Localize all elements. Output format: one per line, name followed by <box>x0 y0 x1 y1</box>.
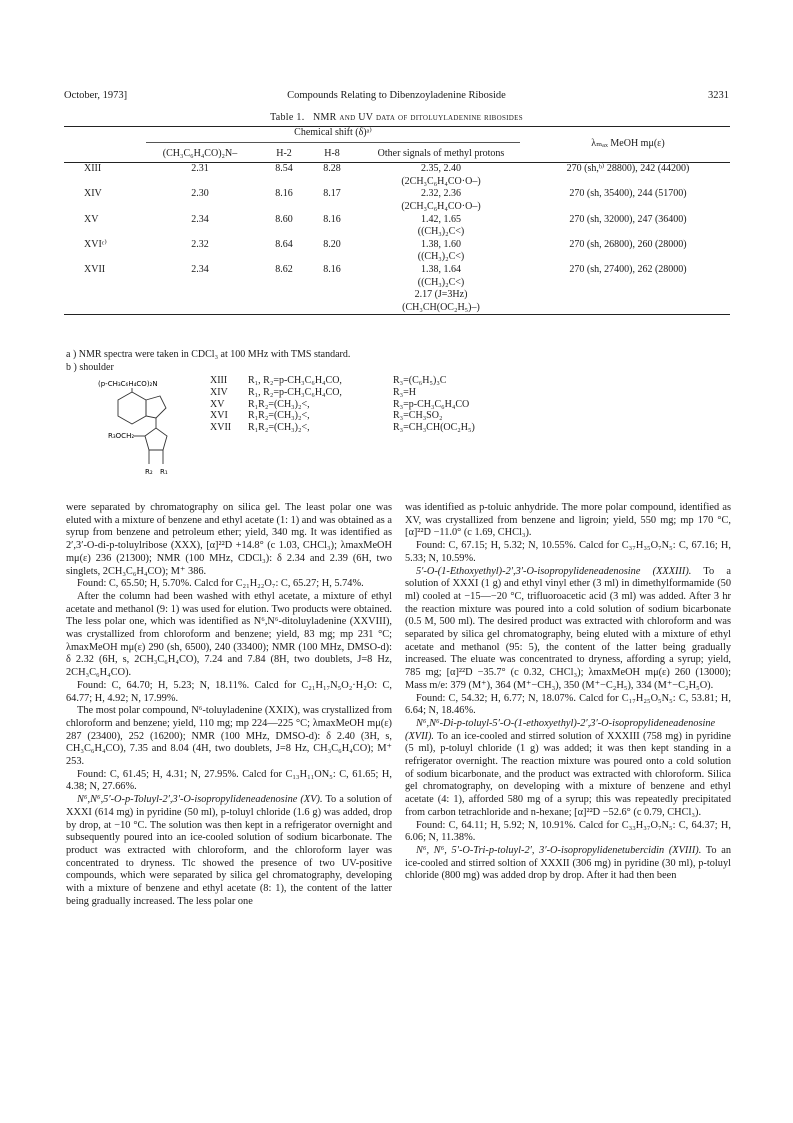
table-row <box>64 214 730 239</box>
row-toluyl: 2.34 <box>191 263 209 275</box>
row-h2: 8.54 <box>275 163 293 175</box>
paragraph: 5′-O-(1-Ethoxyethyl)-2′,3′-O-isopropylideneadenosine (XXXIII). To a solution of XXXI (1 g) and ethyl vinyl ether (3 ml) in dimethylformamide (50 ml) cooled at −15—−20 °C, trifluoroacetic acid (3 ml) was added. After 3 hr the reaction mixture was poured into a cold solution of sodium bicarbonate (0.5 M, 500 ml). The desired product was extracted with chloroform and was separated by silica gel chromatography, being eluted with a mixture of ethyl acetate and methanol (95: 5), the content of the latter being gradually increased. The eluate was concentrated to dryness, affording a syrup; yield, 785 mg; [α]²²D −35.7° (c 0.32, CHCl₃); λmaxMeOH mμ(ε) 260 (13000); Mass m/e: 379 (M⁺), 364 (M⁺−CH₃), 350 (M⁺−C₂H₅), 334 (M⁺−C₂H₅O). <box>405 565 731 691</box>
section-heading: N⁶,N⁶-Di-p-toluyl-5′-O-(1-ethoxyethyl)-2′,3′-O-isopropylideneadenosine (XVII). <box>405 717 716 742</box>
section-heading: N⁶, N⁶, 5′-O-Tri-p-toluyl-2′, 3′-O-isopropylidenetubercidin (XVIII). <box>416 844 702 856</box>
table-row <box>64 264 730 315</box>
chemical-structure <box>90 374 210 486</box>
row-compound: XV <box>84 213 99 225</box>
table-label: Table 1. <box>270 112 305 123</box>
structure-r1-label: R₁ <box>160 468 168 476</box>
running-header <box>64 90 729 106</box>
row-compound: XIII <box>84 163 102 175</box>
section-heading: N⁶,N⁶,5′-O-p-Toluyl-2′,3′-O-isopropylideneadenosine (XV). <box>77 794 323 806</box>
paragraph: After the column had been washed with ethyl acetate, a mixture of ethyl acetate and methanol (9: 1) was used for elution. Two products were obtained. The less polar one, which was identified as N⁶,N⁶-ditoluyladenine (XXVIII), was crystallized from chloroform and benzene; yield, 83 mg; mp 231 °C; λmaxMeOH mμ(ε) 290 (sh, 6500), 240 (33400); NMR (100 MHz, DMSO-d): δ 2.32 (6H, s, 2CH₃C₆H₄CO), 7.24 and 7.84 (8H, two doublets, J=8 Hz, 2CH₃C₆H₄CO). <box>66 590 392 679</box>
row-compound: XVIᶜ⁾ <box>84 238 107 250</box>
table-row <box>64 188 730 213</box>
row-h2: 8.64 <box>275 238 293 250</box>
paragraph: The most polar compound, N⁶-toluyladenine (XXIX), was crystallized from chloroform and benzene; yield, 110 mg; mp 224—225 °C; λmaxMeOH mμ(ε) 287 (23400), 252 (16200); NMR (100 MHz, DMSO-d): δ 2.40 (3H, s, CH₃C₆H₄CO), 7.35 and 8.04 (4H, two doublets, J=8 Hz, CH₃C₆H₄CO); M⁺ 253. <box>66 705 392 768</box>
row-toluyl: 2.34 <box>191 213 209 225</box>
row-h8: 8.20 <box>323 238 341 250</box>
row-h2: 8.16 <box>275 188 293 200</box>
row-uv: 270 (sh,ᵇ⁾ 28800), 242 (44200) <box>566 163 690 175</box>
table-footnotes <box>66 349 350 374</box>
col-header-toluyl: (CH₃C₆H₄CO)₂N– <box>162 147 238 159</box>
row-h8: 8.28 <box>323 163 341 175</box>
structure-r2-label: R₂ <box>145 468 153 476</box>
col-header-other: Other signals of methyl protons <box>377 147 505 159</box>
chemical-shift-header: Chemical shift (δ)ᵃ⁾ <box>140 127 526 144</box>
journal-page: October, 1973] Compounds Relating to Dibenzoyladenine Riboside 3231 Table 1. NMR and UV data of ditoluyladenine ribosides Chemical shift (δ)ᵃ⁾ λₘₐₓ MeOH mμ(ε) (CH₃C₆H₄CO)₂N– H-2 H-8 Other signals of methyl protons XIII 2.31 8.54 8.28 2.35, 2.40 (2CH₃C₆H₄CO·O–) 270 (sh,ᵇ⁾ 28800), 242 (44200) XIV 2.30 8.16 8.17 2.32, 2.36 (2CH₃C₆H₄CO·O–) 270 (sh, 35400), 244 (51700) XV 2.34 8.60 8.16 1.42, 1.65 ((CH₃)₂C<) 270 (sh, 32000), 247 (36400) XVIᶜ⁾ 2.32 8.64 8.20 1.38, 1.60 ((CH₃)₂C<) 270 (sh, 26800), 260 (28000) XVII 2.34 8.62 8.16 1.38, 1.64 ((CH₃)₂C<) 2.17 (J=3Hz) (CH₃CH(OC₂H₅)–) 270 (sh, 27400), 262 (28000) a ) NMR spectra were taken in CDCl₃ at 100 MHz with TMS standard. b ) shoulder (p-CH₃C₆H₄CO)₂N R₃OCH₂ R₂ R₁ XIII R₁, R₂=p-CH₃C₆H₄CO, R₃=(C₆H₅)₃C XIV R₁, R₂=p-CH₃C₆H₄CO, R₃=H XV R₁R₂=(CH₃)₂<, R₃=p-CH₃C₆H₄CO XVI R₁R₂=(CH₃)₂<, R₃=CH₃SO₂ XVII R₁R₂=(CH₃)₂<, R₃=CH₃CH(OC₂H₅) were separated by chromatography on silica gel. The least polar one was eluted with a mixture of benzene and ethyl acetate (1: 1) and was obtained as a syrup from benzene and petroleum ether; yield, 340 mg. It was identified as 2′,3′-O-di-p-toluylribose (XXX), [α]²²D +14.8° (c 1.03, CHCl₃); λmaxMeOH mμ(ε) 236 (21300); NMR (100 MHz, CDCl₃): δ 2.34 and 2.39 (6H, two singlets, 2CH₃C₆H₄CO); M⁺ 386. Found: C, 65.50; H, 5.70%. Calcd for C₂₁H₂₂O₇: C, 65.27; H, 5.74%. After the column had been washed with ethyl acetate, a mixture of ethyl acetate and methanol (9: 1) was used for elution. Two products were obtained. The less polar one, which was identified as N⁶,N⁶-ditoluyladenine (XXVIII), was crystallized from chloroform and benzene; yield, 83 mg; mp 231 °C; λmaxMeOH mμ(ε) 290 (sh, 6500), 240 (33400); NMR (100 MHz, DMSO-d): δ 2.32 (6H, s, 2CH₃C₆H₄CO), 7.24 and 7.84 (8H, two doublets, J=8 Hz, 2CH₃C₆H₄CO). Found: C, 64.70; H, 5.23; N, 18.11%. Calcd for C₂₁H₁₇N₅O₂·H₂O: C, 64.77; H, 4.92; N, 17.99%. The most polar compound, N⁶-toluyladenine (XXIX), was crystallized from chloroform and benzene; yield, 110 mg; mp 224—225 °C; λmaxMeOH mμ(ε) 287 (23400), 252 (16200); NMR (100 MHz, DMSO-d): δ 2.40 (3H, s, CH₃C₆H₄CO), 7.35 and 8.04 (4H, two doublets, J=8 Hz, CH₃C₆H₄CO); M⁺ 253. Found: C, 61.45; H, 4.31; N, 27.95%. Calcd for C₁₃H₁₁ON₅: C, 61.65; H, 4.38; N, 27.66%. N⁶,N⁶,5′-O-p-Toluyl-2′,3′-O-isopropylideneadenosine (XV). To a solution of XXXI (614 mg) in pyridine (50 ml), p-toluyl chloride (1.6 g) was added, drop by drop, at −10 °C. The solution was then kept in a refrigerator overnight and subsequently poured into an ice-cooled solution of sodium bicarbonate. The product was extracted with chloroform, and the chloroform layer was concentrated to dryness. Tlc showed the presence of two UV-positive compounds, which were separated by silica gel chromatography, developing with a mixture of benzene and ethyl acetate (8: 1), the content of the latter being gradually increased. The less polar one was identified as p-toluic anhydride. The more polar compound, identified as XV, was crystallized from benzene and ligroin; yield, 550 mg; mp 170 °C, [α]²²D −11.0° (c 1.69, CHCl₃). Found: C, 67.15; H, 5.32; N, 10.55%. Calcd for C₃₇H₃₅O₇N₅: C, 67.16; H, 5.33; N, 10.59%. 5′-O-(1-Ethoxyethyl)-2′,3′-O-isopropylideneadenosine (XXXIII). To a solution of XXXI (1 g) and ethyl vinyl ether (3 ml) in dimethylformamide (50 ml) cooled at −15—−20 °C, trifluoroacetic acid (3 ml) was added. After 3 hr the reaction mixture was poured into a cold solution of sodium bicarbonate (0.5 M, 500 ml). The desired product was extracted with chloroform and was separated by silica gel chromatography, being eluted with a mixture of ethyl acetate and methanol (95: 5), the content of the latter being gradually increased. The eluate was concentrated to dryness, affording a syrup; yield, 785 mg; [α]²²D −35.7° (c 0.32, CHCl₃); λmaxMeOH mμ(ε) 260 (13000); Mass m/e: 379 (M⁺), 364 (M⁺−CH₃), 350 (M⁺−C₂H₅), 334 (M⁺−C₂H₅O). Found: C, 54.32; H, 6.77; N, 18.07%. Calcd for C₁₇H₂₅O₅N₅: C, 53.81; H, 6.64; N, 18.46%. N⁶,N⁶-Di-p-toluyl-5′-O-(1-ethoxyethyl)-2′,3′-O-isopropylideneadenosine (XVII). To an ice-cooled and stirred solution of XXXIII (758 mg) in pyridine (5 ml), p-toluyl chloride (1 g) was added; it was then kept standing in a refrigerator overnight. The reaction mixture was poured onto a cold solution of sodium bicarbonate, and the product was extracted with chloroform. Silica gel chromatography, on developing with a mixture of benzene and ethyl acetate (4: 1), afforded 580 mg of a syrup; this was repeatedly precipitated from carbon tetrachloride and n-hexane; [α]²²D −52.6° (c 0.79, CHCl₃). Found: C, 64.11; H, 5.92; N, 10.91%. Calcd for C₃₃H₃₇O₇N₅: C, 64.37; H, 6.06; N, 11.38%. N⁶, N⁶, 5′-O-Tri-p-toluyl-2′, 3′-O-isopropylidenetubercidin (XVIII). To an ice-cooled and stirred soltion of XXXII (306 mg) in pyridine (30 ml), p-toluyl chloride (800 mg) was added drop by drop. After it had then been <box>64 90 731 907</box>
issue-date: October, 1973] <box>64 90 128 101</box>
col-header-h8: H-8 <box>324 147 340 159</box>
row-uv: 270 (sh, 32000), 247 (36400) <box>569 213 687 225</box>
row-toluyl: 2.31 <box>191 163 209 175</box>
row-h8: 8.16 <box>323 213 341 225</box>
paragraph: were separated by chromatography on silica gel. The least polar one was eluted with a mixture of benzene and ethyl acetate (1: 1) and was obtained as a syrup from benzene and petroleum ether; yield, 340 mg. It was identified as 2′,3′-O-di-p-toluylribose (XXX), [α]²²D +14.8° (c 1.03, CHCl₃); λmaxMeOH mμ(ε) 236 (21300); NMR (100 MHz, CDCl₃): δ 2.34 and 2.39 (6H, two singlets, 2CH₃C₆H₄CO); M⁺ 386. <box>66 502 392 577</box>
paragraph: Found: C, 65.50; H, 5.70%. Calcd for C₂₁H₂₂O₇: C, 65.27; H, 5.74%. <box>77 578 364 590</box>
row-other: 2.35, 2.40 (2CH₃C₆H₄CO·O–) <box>401 163 481 187</box>
paragraph: N⁶,N⁶-Di-p-toluyl-5′-O-(1-ethoxyethyl)-2′,3′-O-isopropylideneadenosine (XVII). To an ice-cooled and stirred solution of XXXIII (758 mg) in pyridine (5 ml), p-toluyl chloride (1 g) was added; it was then kept standing in a refrigerator overnight. The reaction mixture was poured onto a cold solution of sodium bicarbonate, and the product was extracted with chloroform. Silica gel chromatography, on developing with a mixture of benzene and ethyl acetate (4: 1), afforded 580 mg of a syrup; this was repeatedly precipitated from carbon tetrachloride and n-hexane; [α]²²D −52.6° (c 0.79, CHCl₃). <box>405 717 731 818</box>
paragraph: Found: C, 54.32; H, 6.77; N, 18.07%. Calcd for C₁₇H₂₅O₅N₅: C, 53.81; H, 6.64; N, 18.46%. <box>405 692 731 717</box>
row-toluyl: 2.30 <box>191 188 209 200</box>
pyrimidine-ring <box>118 392 146 424</box>
row-compound: XIV <box>84 188 102 200</box>
paragraph: Found: C, 61.45; H, 4.31; N, 27.95%. Calcd for C₁₃H₁₁ON₅: C, 61.65; H, 4.38; N, 27.66%. <box>66 768 392 793</box>
row-uv: 270 (sh, 27400), 262 (28000) <box>569 263 687 275</box>
col-header-h2: H-2 <box>276 147 292 159</box>
paragraph: N⁶,N⁶,5′-O-p-Toluyl-2′,3′-O-isopropylideneadenosine (XV). To a solution of XXXI (614 mg) in pyridine (50 ml), p-toluyl chloride (1.6 g) was added, drop by drop, at −10 °C. The solution was then kept in a refrigerator overnight and subsequently poured into an ice-cooled solution of sodium bicarbonate. The product was extracted with chloroform, and the chloroform layer was concentrated to dryness. Tlc showed the presence of two UV-positive compounds, which were separated by silica gel chromatography, developing with a mixture of benzene and ethyl acetate (8: 1), the content of the latter being gradually increased. The less polar one <box>66 794 392 907</box>
paragraph: was identified as p-toluic anhydride. The more polar compound, identified as XV, was crystallized from benzene and ligroin; yield, 550 mg; mp 170 °C, [α]²²D −11.0° (c 1.69, CHCl₃). <box>405 502 731 539</box>
body-column-left <box>66 502 392 909</box>
section-heading: 5′-O-(1-Ethoxyethyl)-2′,3′-O-isopropylideneadenosine (XXXIII). <box>416 565 692 577</box>
row-h2: 8.60 <box>275 213 293 225</box>
body-column-right <box>405 502 731 883</box>
table-caption: NMR and UV data of ditoluyladenine ribosides <box>312 112 523 123</box>
row-uv: 270 (sh, 35400), 244 (51700) <box>569 188 687 200</box>
row-compound: XVII <box>84 263 106 275</box>
structure-r3-label: R₃OCH₂ <box>108 432 135 440</box>
ribose-ring <box>145 428 167 450</box>
paragraph: Found: C, 67.15; H, 5.32; N, 10.55%. Calcd for C₃₇H₃₅O₇N₅: C, 67.16; H, 5.33; N, 10.59%. <box>405 540 731 564</box>
table-title <box>64 112 729 123</box>
row-uv: 270 (sh, 26800), 260 (28000) <box>569 238 687 250</box>
footnote-a: a ) NMR spectra were taken in CDCl₃ at 100 MHz with TMS standard. <box>66 349 351 360</box>
structure-group-label: (p-CH₃C₆H₄CO)₂N <box>98 380 158 388</box>
row-other: 1.42, 1.65 ((CH₃)₂C<) <box>417 213 465 238</box>
table-row <box>64 163 730 189</box>
row-other: 1.38, 1.60 ((CH₃)₂C<) <box>417 238 465 263</box>
table-row <box>64 239 730 264</box>
page-number: 3231 <box>708 90 729 101</box>
row-other: 2.32, 2.36 (2CH₃C₆H₄CO·O–) <box>401 188 481 212</box>
paragraph: Found: C, 64.11; H, 5.92; N, 10.91%. Calcd for C₃₃H₃₇O₇N₅: C, 64.37; H, 6.06; N, 11.38%. <box>405 819 731 844</box>
row-h2: 8.62 <box>275 263 293 275</box>
row-other: 1.38, 1.64 ((CH₃)₂C<) 2.17 (J=3Hz) (CH₃CH(OC₂H₅)–) <box>402 263 480 313</box>
paragraph: Found: C, 64.70; H, 5.23; N, 18.11%. Calcd for C₂₁H₁₇N₅O₂·H₂O: C, 64.77; H, 4.92; N, 17.99%. <box>66 679 392 704</box>
imidazole-ring <box>146 396 166 418</box>
uv-header: λₘₐₓ MeOH mμ(ε) <box>591 138 665 150</box>
footnote-b: b ) shoulder <box>66 361 114 373</box>
nmr-uv-table <box>64 126 730 315</box>
running-title: Compounds Relating to Dibenzoyladenine Riboside <box>287 90 506 101</box>
row-toluyl: 2.32 <box>191 238 209 250</box>
row-h8: 8.17 <box>323 188 341 200</box>
paragraph: N⁶, N⁶, 5′-O-Tri-p-toluyl-2′, 3′-O-isopropylidenetubercidin (XVIII). To an ice-cooled and stirred soltion of XXXII (306 mg) in pyridine (30 ml), p-toluyl chloride (800 mg) was added drop by drop. After it had then been <box>405 844 731 882</box>
row-h8: 8.16 <box>323 263 341 275</box>
